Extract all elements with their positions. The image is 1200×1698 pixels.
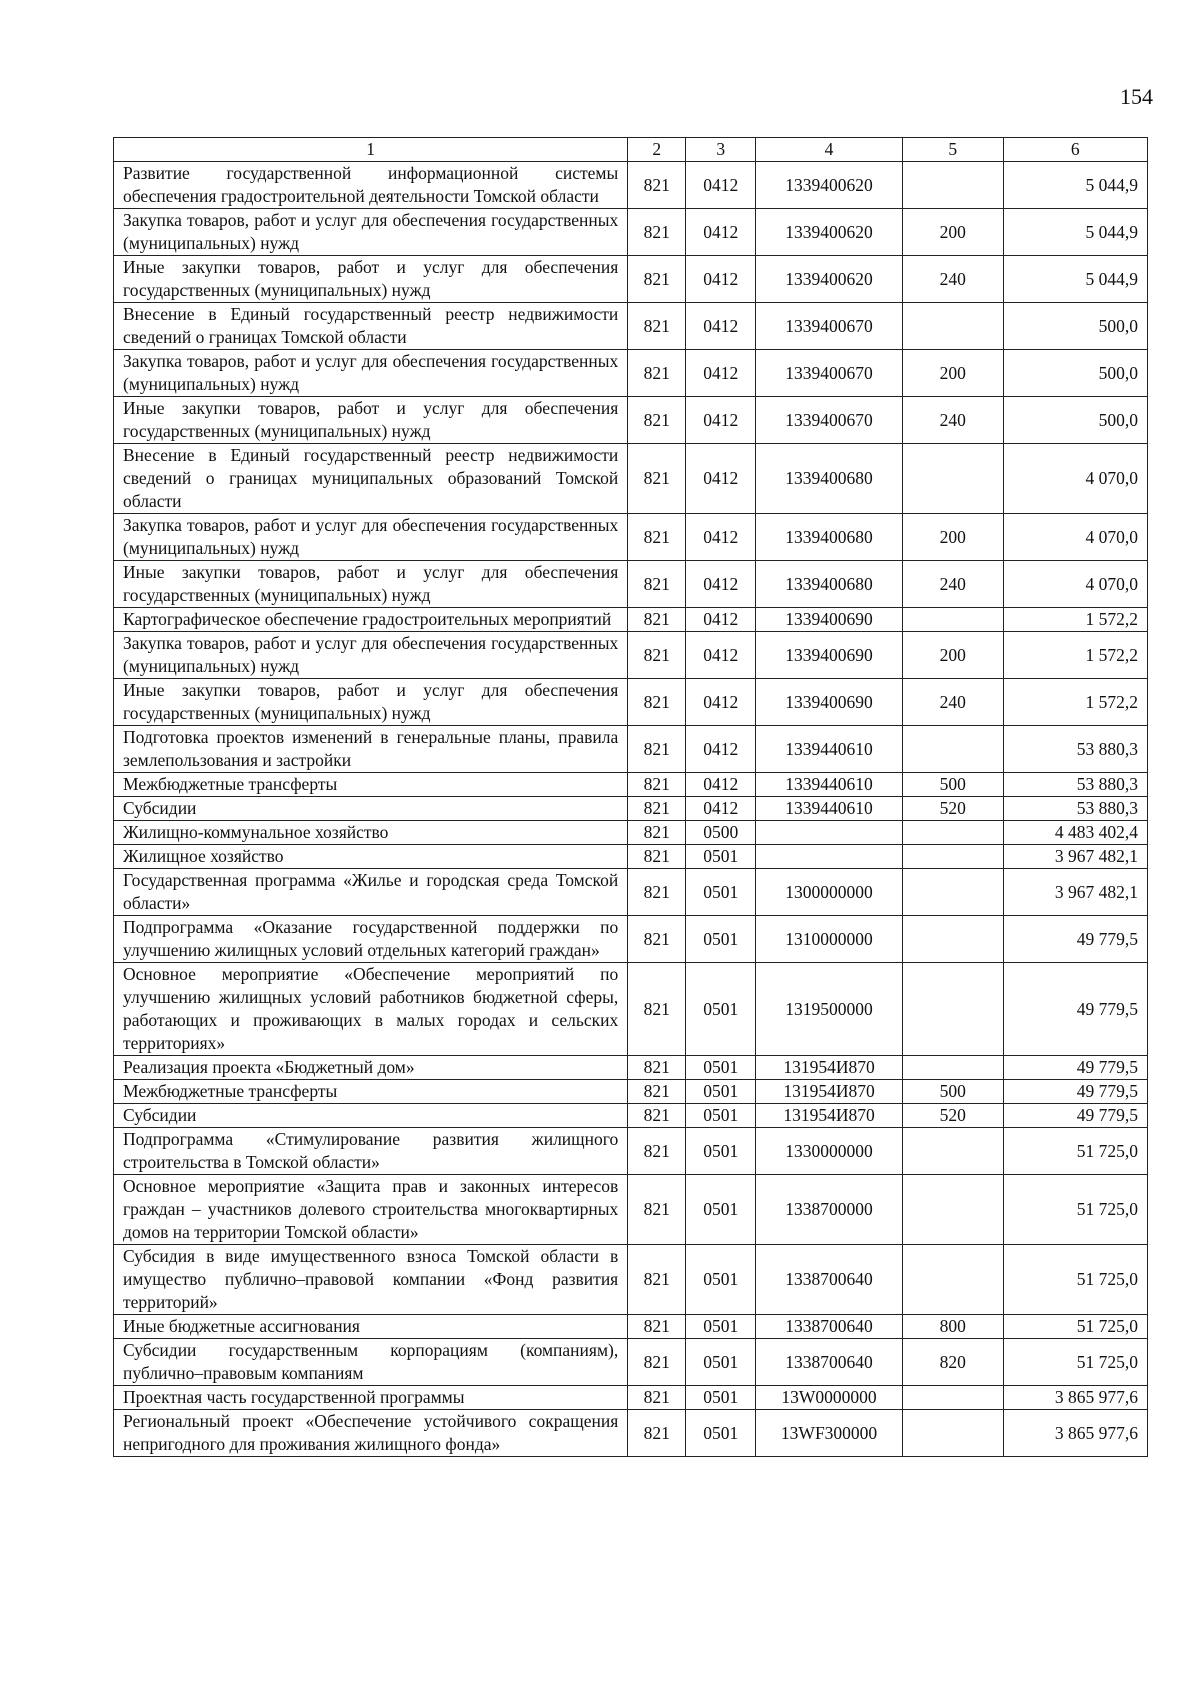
row-amount-cell: 53 880,3 (1003, 773, 1147, 797)
row-ministry-code-cell: 821 (628, 773, 686, 797)
row-name-cell: Подпрограмма «Оказание государственной поддержки по улучшению жилищных условий отдельных категорий граждан» (114, 916, 628, 963)
row-name-cell: Картографическое обеспечение градостроительных мероприятий (114, 608, 628, 632)
row-section-code-cell: 0501 (686, 916, 756, 963)
row-expense-type-cell (902, 1128, 1003, 1175)
row-ministry-code-cell: 821 (628, 821, 686, 845)
row-section-code-cell: 0412 (686, 162, 756, 209)
row-amount-cell: 1 572,2 (1003, 679, 1147, 726)
header-col-5: 5 (902, 138, 1003, 162)
table-row (114, 869, 1148, 916)
table-row (114, 963, 1148, 1056)
row-expense-type-cell: 520 (902, 1104, 1003, 1128)
row-name-cell: Иные закупки товаров, работ и услуг для обеспечения государственных (муниципальных) нужд (114, 397, 628, 444)
row-name-cell: Подпрограмма «Стимулирование развития жилищного строительства в Томской области» (114, 1128, 628, 1175)
row-name-cell: Субсидии государственным корпорациям (компаниям), публично–правовым компаниям (114, 1339, 628, 1386)
row-section-code-cell: 0501 (686, 1410, 756, 1457)
row-amount-cell: 53 880,3 (1003, 797, 1147, 821)
row-amount-cell: 49 779,5 (1003, 916, 1147, 963)
table-row (114, 561, 1148, 608)
row-amount-cell: 5 044,9 (1003, 256, 1147, 303)
row-target-article-cell: 1339400620 (756, 162, 903, 209)
row-amount-cell: 4 483 402,4 (1003, 821, 1147, 845)
row-ministry-code-cell: 821 (628, 162, 686, 209)
row-expense-type-cell (902, 608, 1003, 632)
table-row (114, 773, 1148, 797)
row-ministry-code-cell: 821 (628, 869, 686, 916)
table-row (114, 256, 1148, 303)
row-target-article-cell: 1339400670 (756, 397, 903, 444)
row-target-article-cell: 1339400670 (756, 350, 903, 397)
row-section-code-cell: 0412 (686, 397, 756, 444)
row-section-code-cell: 0501 (686, 1128, 756, 1175)
header-col-6: 6 (1003, 138, 1147, 162)
row-section-code-cell: 0501 (686, 869, 756, 916)
row-section-code-cell: 0501 (686, 1104, 756, 1128)
row-expense-type-cell: 200 (902, 350, 1003, 397)
table-row (114, 1080, 1148, 1104)
row-amount-cell: 5 044,9 (1003, 162, 1147, 209)
row-ministry-code-cell: 821 (628, 397, 686, 444)
row-section-code-cell: 0412 (686, 350, 756, 397)
row-ministry-code-cell: 821 (628, 1104, 686, 1128)
row-expense-type-cell (902, 726, 1003, 773)
row-name-cell: Реализация проекта «Бюджетный дом» (114, 1056, 628, 1080)
row-target-article-cell: 13WF300000 (756, 1410, 903, 1457)
row-name-cell: Закупка товаров, работ и услуг для обеспечения государственных (муниципальных) нужд (114, 209, 628, 256)
row-amount-cell: 49 779,5 (1003, 1056, 1147, 1080)
table-row (114, 797, 1148, 821)
table-header-row (114, 138, 1148, 162)
row-expense-type-cell (902, 444, 1003, 514)
row-name-cell: Иные закупки товаров, работ и услуг для обеспечения государственных (муниципальных) нужд (114, 561, 628, 608)
row-expense-type-cell: 240 (902, 679, 1003, 726)
row-section-code-cell: 0501 (686, 1339, 756, 1386)
row-target-article-cell: 131954И870 (756, 1056, 903, 1080)
table-row (114, 679, 1148, 726)
row-expense-type-cell: 800 (902, 1315, 1003, 1339)
row-ministry-code-cell: 821 (628, 561, 686, 608)
row-expense-type-cell: 200 (902, 632, 1003, 679)
row-section-code-cell: 0412 (686, 561, 756, 608)
row-target-article-cell (756, 845, 903, 869)
row-ministry-code-cell: 821 (628, 726, 686, 773)
table-row (114, 1315, 1148, 1339)
table-body (114, 162, 1148, 1457)
row-ministry-code-cell: 821 (628, 1245, 686, 1315)
row-expense-type-cell (902, 869, 1003, 916)
row-ministry-code-cell: 821 (628, 1175, 686, 1245)
row-ministry-code-cell: 821 (628, 444, 686, 514)
row-target-article-cell: 1339440610 (756, 773, 903, 797)
row-expense-type-cell: 500 (902, 773, 1003, 797)
row-expense-type-cell: 200 (902, 209, 1003, 256)
row-name-cell: Межбюджетные трансферты (114, 1080, 628, 1104)
row-expense-type-cell (902, 1410, 1003, 1457)
row-target-article-cell: 1339400670 (756, 303, 903, 350)
row-section-code-cell: 0412 (686, 209, 756, 256)
row-ministry-code-cell: 821 (628, 797, 686, 821)
row-amount-cell: 3 865 977,6 (1003, 1386, 1147, 1410)
row-ministry-code-cell: 821 (628, 916, 686, 963)
row-target-article-cell: 1339400680 (756, 514, 903, 561)
row-target-article-cell: 1300000000 (756, 869, 903, 916)
row-target-article-cell: 1339400690 (756, 679, 903, 726)
row-amount-cell: 4 070,0 (1003, 444, 1147, 514)
row-section-code-cell: 0412 (686, 797, 756, 821)
row-name-cell: Внесение в Единый государственный реестр недвижимости сведений о границах Томской области (114, 303, 628, 350)
row-section-code-cell: 0501 (686, 1386, 756, 1410)
row-target-article-cell: 1339400680 (756, 561, 903, 608)
table-row (114, 303, 1148, 350)
row-target-article-cell: 131954И870 (756, 1080, 903, 1104)
row-section-code-cell: 0412 (686, 632, 756, 679)
table-row (114, 209, 1148, 256)
row-expense-type-cell (902, 303, 1003, 350)
row-expense-type-cell (902, 1386, 1003, 1410)
row-section-code-cell: 0501 (686, 1080, 756, 1104)
row-ministry-code-cell: 821 (628, 1410, 686, 1457)
row-amount-cell: 51 725,0 (1003, 1175, 1147, 1245)
row-amount-cell: 5 044,9 (1003, 209, 1147, 256)
table-row (114, 1128, 1148, 1175)
row-name-cell: Закупка товаров, работ и услуг для обеспечения государственных (муниципальных) нужд (114, 632, 628, 679)
row-ministry-code-cell: 821 (628, 209, 686, 256)
row-section-code-cell: 0501 (686, 1175, 756, 1245)
row-section-code-cell: 0500 (686, 821, 756, 845)
row-ministry-code-cell: 821 (628, 1386, 686, 1410)
table-row (114, 1104, 1148, 1128)
row-ministry-code-cell: 821 (628, 608, 686, 632)
row-ministry-code-cell: 821 (628, 514, 686, 561)
row-name-cell: Субсидия в виде имущественного взноса Томской области в имущество публично–правовой компании «Фонд развития территорий» (114, 1245, 628, 1315)
row-expense-type-cell (902, 963, 1003, 1056)
row-section-code-cell: 0501 (686, 1245, 756, 1315)
row-name-cell: Иные закупки товаров, работ и услуг для обеспечения государственных (муниципальных) нужд (114, 256, 628, 303)
header-col-4: 4 (756, 138, 903, 162)
row-section-code-cell: 0501 (686, 963, 756, 1056)
table-row (114, 1245, 1148, 1315)
row-section-code-cell: 0412 (686, 444, 756, 514)
budget-table (113, 137, 1148, 1457)
row-ministry-code-cell: 821 (628, 1339, 686, 1386)
row-amount-cell: 49 779,5 (1003, 1104, 1147, 1128)
row-expense-type-cell (902, 845, 1003, 869)
row-expense-type-cell: 520 (902, 797, 1003, 821)
row-section-code-cell: 0412 (686, 256, 756, 303)
header-col-3: 3 (686, 138, 756, 162)
row-amount-cell: 4 070,0 (1003, 561, 1147, 608)
row-ministry-code-cell: 821 (628, 963, 686, 1056)
row-expense-type-cell: 240 (902, 397, 1003, 444)
row-target-article-cell: 1339400620 (756, 209, 903, 256)
table-row (114, 1339, 1148, 1386)
row-name-cell: Региональный проект «Обеспечение устойчивого сокращения непригодного для проживания жилищного фонда» (114, 1410, 628, 1457)
row-name-cell: Государственная программа «Жилье и городская среда Томской области» (114, 869, 628, 916)
table-row (114, 726, 1148, 773)
row-ministry-code-cell: 821 (628, 350, 686, 397)
row-expense-type-cell: 200 (902, 514, 1003, 561)
row-section-code-cell: 0412 (686, 773, 756, 797)
row-section-code-cell: 0501 (686, 845, 756, 869)
row-target-article-cell: 1339440610 (756, 797, 903, 821)
row-target-article-cell: 1338700640 (756, 1315, 903, 1339)
table-row (114, 608, 1148, 632)
row-name-cell: Закупка товаров, работ и услуг для обеспечения государственных (муниципальных) нужд (114, 514, 628, 561)
row-name-cell: Межбюджетные трансферты (114, 773, 628, 797)
row-section-code-cell: 0412 (686, 726, 756, 773)
row-target-article-cell: 1339400690 (756, 608, 903, 632)
row-expense-type-cell: 240 (902, 561, 1003, 608)
row-expense-type-cell: 240 (902, 256, 1003, 303)
row-amount-cell: 500,0 (1003, 303, 1147, 350)
row-ministry-code-cell: 821 (628, 256, 686, 303)
row-target-article-cell: 1310000000 (756, 916, 903, 963)
row-target-article-cell: 1338700640 (756, 1245, 903, 1315)
row-target-article-cell: 1339400680 (756, 444, 903, 514)
row-expense-type-cell (902, 162, 1003, 209)
row-target-article-cell: 1338700000 (756, 1175, 903, 1245)
row-expense-type-cell (902, 1056, 1003, 1080)
table-row (114, 632, 1148, 679)
row-amount-cell: 3 967 482,1 (1003, 845, 1147, 869)
row-amount-cell: 3 967 482,1 (1003, 869, 1147, 916)
row-ministry-code-cell: 821 (628, 1056, 686, 1080)
row-name-cell: Субсидии (114, 1104, 628, 1128)
row-target-article-cell: 1339440610 (756, 726, 903, 773)
table-row (114, 514, 1148, 561)
row-amount-cell: 500,0 (1003, 350, 1147, 397)
table-row (114, 444, 1148, 514)
table-row (114, 1175, 1148, 1245)
row-expense-type-cell: 500 (902, 1080, 1003, 1104)
row-amount-cell: 51 725,0 (1003, 1128, 1147, 1175)
row-ministry-code-cell: 821 (628, 679, 686, 726)
row-name-cell: Внесение в Единый государственный реестр недвижимости сведений о границах муниципальных образований Томской области (114, 444, 628, 514)
row-target-article-cell: 1319500000 (756, 963, 903, 1056)
table-row (114, 397, 1148, 444)
row-amount-cell: 1 572,2 (1003, 608, 1147, 632)
table-row (114, 916, 1148, 963)
row-expense-type-cell (902, 1245, 1003, 1315)
row-name-cell: Подготовка проектов изменений в генеральные планы, правила землепользования и застройки (114, 726, 628, 773)
row-amount-cell: 49 779,5 (1003, 1080, 1147, 1104)
row-ministry-code-cell: 821 (628, 1128, 686, 1175)
table-row (114, 350, 1148, 397)
row-section-code-cell: 0412 (686, 679, 756, 726)
row-expense-type-cell (902, 1175, 1003, 1245)
row-target-article-cell: 1339400620 (756, 256, 903, 303)
row-target-article-cell: 1330000000 (756, 1128, 903, 1175)
row-name-cell: Закупка товаров, работ и услуг для обеспечения государственных (муниципальных) нужд (114, 350, 628, 397)
row-name-cell: Проектная часть государственной программы (114, 1386, 628, 1410)
row-name-cell: Основное мероприятие «Защита прав и законных интересов граждан – участников долевого строительства многоквартирных домов на территории Томской области» (114, 1175, 628, 1245)
row-target-article-cell: 1339400690 (756, 632, 903, 679)
row-ministry-code-cell: 821 (628, 1315, 686, 1339)
table-row (114, 821, 1148, 845)
row-section-code-cell: 0412 (686, 514, 756, 561)
row-amount-cell: 4 070,0 (1003, 514, 1147, 561)
row-target-article-cell: 1338700640 (756, 1339, 903, 1386)
row-expense-type-cell (902, 821, 1003, 845)
row-ministry-code-cell: 821 (628, 632, 686, 679)
row-name-cell: Иные бюджетные ассигнования (114, 1315, 628, 1339)
row-target-article-cell: 131954И870 (756, 1104, 903, 1128)
header-col-1: 1 (114, 138, 628, 162)
row-target-article-cell (756, 821, 903, 845)
page-number: 154 (1120, 84, 1153, 109)
row-name-cell: Основное мероприятие «Обеспечение мероприятий по улучшению жилищных условий работников бюджетной сферы, работающих и проживающих в малых городах и сельских территориях» (114, 963, 628, 1056)
row-target-article-cell: 13W0000000 (756, 1386, 903, 1410)
table-row (114, 1410, 1148, 1457)
row-amount-cell: 1 572,2 (1003, 632, 1147, 679)
row-amount-cell: 53 880,3 (1003, 726, 1147, 773)
row-section-code-cell: 0412 (686, 608, 756, 632)
row-name-cell: Развитие государственной информационной системы обеспечения градостроительной деятельности Томской области (114, 162, 628, 209)
row-section-code-cell: 0412 (686, 303, 756, 350)
row-section-code-cell: 0501 (686, 1056, 756, 1080)
row-ministry-code-cell: 821 (628, 1080, 686, 1104)
row-amount-cell: 500,0 (1003, 397, 1147, 444)
row-section-code-cell: 0501 (686, 1315, 756, 1339)
table-row (114, 1056, 1148, 1080)
row-amount-cell: 3 865 977,6 (1003, 1410, 1147, 1457)
row-amount-cell: 51 725,0 (1003, 1315, 1147, 1339)
row-amount-cell: 51 725,0 (1003, 1339, 1147, 1386)
table-row (114, 162, 1148, 209)
row-amount-cell: 51 725,0 (1003, 1245, 1147, 1315)
row-name-cell: Субсидии (114, 797, 628, 821)
table-row (114, 845, 1148, 869)
row-ministry-code-cell: 821 (628, 303, 686, 350)
row-amount-cell: 49 779,5 (1003, 963, 1147, 1056)
row-ministry-code-cell: 821 (628, 845, 686, 869)
row-name-cell: Жилищное хозяйство (114, 845, 628, 869)
header-col-2: 2 (628, 138, 686, 162)
row-expense-type-cell: 820 (902, 1339, 1003, 1386)
row-name-cell: Жилищно-коммунальное хозяйство (114, 821, 628, 845)
row-name-cell: Иные закупки товаров, работ и услуг для обеспечения государственных (муниципальных) нужд (114, 679, 628, 726)
table-row (114, 1386, 1148, 1410)
row-expense-type-cell (902, 916, 1003, 963)
